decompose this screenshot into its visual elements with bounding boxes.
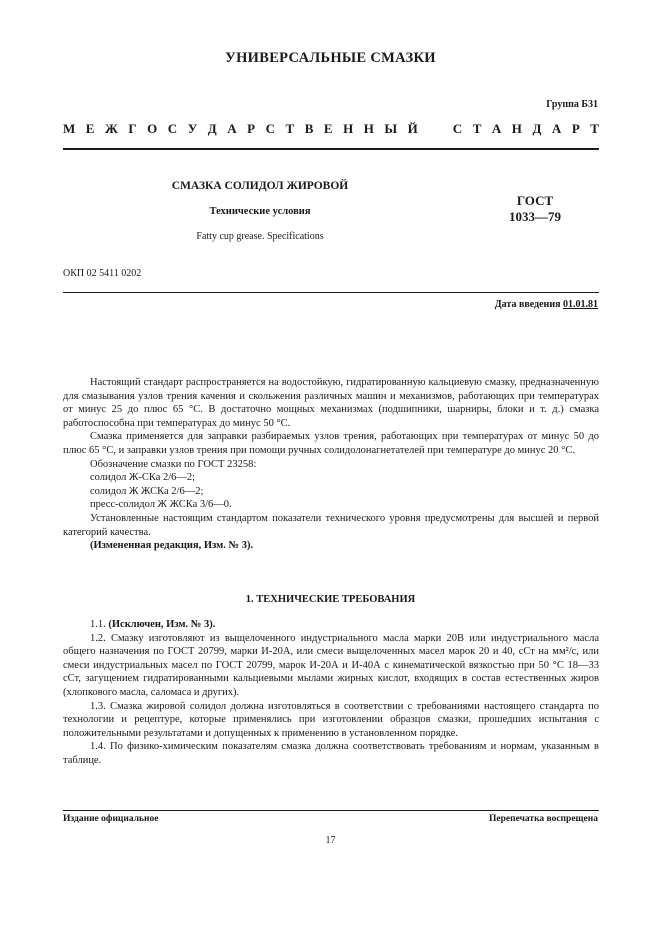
amendment-note: (Измененная редакция, Изм. № 3). — [90, 540, 254, 552]
paragraph: пресс-солидол Ж ЖСКа 3/6—0. — [90, 499, 232, 511]
page-number: 17 — [325, 835, 336, 846]
reprint-note: Перепечатка воспрещена — [488, 814, 598, 824]
intro-date-label: Дата введения — [494, 299, 561, 310]
paragraph: солидол Ж-СКа 2/6—2; — [90, 472, 196, 484]
clause-1-1: 1.1. (Исключен, Изм. № 3). — [90, 619, 216, 630]
series-title: УНИВЕРСАЛЬНЫЕ СМАЗКИ — [225, 50, 436, 66]
intro-text — [63, 376, 599, 553]
clause-1-3: 1.3. Смазка жировой солидол должна изготовляться в соответствии с требованиями настоящего стандарта по технологии и рецептуре, которые применялись при изготовлении образцов смазки, прошедших испытания с положительными результатами и допущенных к применению в установленном порядке. — [63, 700, 599, 739]
middle-rule — [63, 292, 599, 293]
intro-date-value: 01.01.81 — [563, 299, 598, 310]
document-subtitle: Технические условия — [209, 206, 311, 217]
interstate-standard-heading: М Е Ж Г О С У Д А Р С Т В Е Н Н Ы Й С Т А Н Д А Р Т — [63, 121, 599, 136]
gost-label: ГОСТ — [516, 193, 554, 208]
paragraph: солидол Ж ЖСКа 2/6—2; — [90, 485, 204, 497]
gost-designation — [490, 193, 580, 225]
introduction-date — [495, 299, 598, 310]
english-title: Fatty cup grease. Specifications — [196, 231, 324, 242]
okp-code: ОКП 02 5411 0202 — [63, 268, 142, 279]
paragraph: Обозначение смазки по ГОСТ 23258: — [90, 458, 257, 470]
paragraph: Смазка применяется для заправки разбираемых узлов трения, работающих при температурах от минус 50 до плюс 65 °С, и заправки узлов трения при помощи ручных солидолонагнетателей при температуре до минус 20 °С. — [63, 431, 599, 456]
group-code: Группа Б31 — [546, 99, 598, 110]
clause-1-4: 1.4. По физико-химическим показателям смазка должна соответствовать требованиям и нормам, указанным в таблице. — [63, 741, 599, 766]
section-text — [63, 618, 599, 768]
bottom-rule — [63, 810, 599, 811]
section-title: 1. ТЕХНИЧЕСКИЕ ТРЕБОВАНИЯ — [245, 594, 416, 605]
top-rule — [63, 148, 599, 150]
paragraph: Установленные настоящим стандартом показатели технического уровня предусмотрены для высшей и первой категорий качества. — [63, 512, 599, 538]
document-title: СМАЗКА СОЛИДОЛ ЖИРОВОЙ — [171, 180, 349, 192]
edition-note: Издание официальное — [63, 814, 159, 824]
gost-number: 1033—79 — [509, 209, 561, 224]
clause-1-2: 1.2. Смазку изготовляют из выщелоченного индустриального масла марки 20В или индустриального масла общего назначения по ГОСТ 20799, марки И-20А, или смеси выщелоченных масел марок 20 и 40, сСт на мм²/с, или смеси индустриальных масел по ГОСТ 20799, марок И-20А и И-40А с кинематической вязкостью при 50 °С 18—33 сСт, загущением гидратированными кальциевыми мылами жирных кислот, входящих в состав естественных жиров (хлопкового масла, саломаса и других). — [63, 632, 599, 698]
paragraph: Настоящий стандарт распространяется на водостойкую, гидратированную кальциевую смазку, предназначенную для смазывания узлов трения качения и скольжения различных машин и механизмов, работающих при температурах от минус 25 до плюс 65 °С. В достаточно мощных механизмах (подшипники, шарниры, блоки и т. д.) смазка работоспособна при температурах до минус 50 °С. — [63, 377, 599, 429]
